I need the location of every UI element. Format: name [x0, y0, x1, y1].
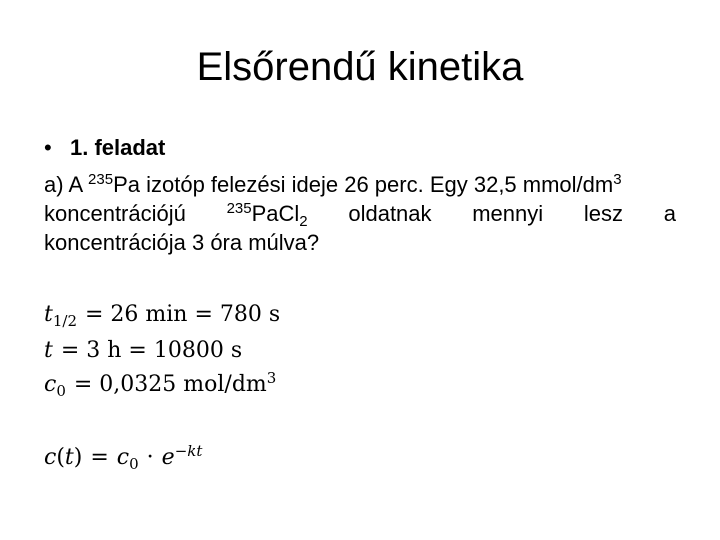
- word-mennyi: mennyi: [472, 201, 544, 226]
- eq4-sub: 0: [129, 455, 139, 473]
- bullet-item: [44, 133, 165, 163]
- eq3-var: c: [44, 372, 57, 397]
- eq4-equals: =: [90, 445, 109, 470]
- word-koncentraciojú: koncentrációjú: [44, 201, 186, 226]
- dm-exponent: 3: [613, 171, 622, 188]
- eq4-dot: ·: [146, 445, 154, 470]
- equation-time: [44, 336, 242, 366]
- equation-initial-concentration: [44, 370, 276, 400]
- eq4-paren-close: ): [73, 445, 83, 470]
- eq2-var: t: [44, 338, 53, 363]
- eq4-e: e: [161, 445, 175, 470]
- eq2-rhs: = 3 h = 10800 s: [60, 338, 243, 363]
- eq4-c: c: [116, 445, 130, 470]
- bullet-marker: •: [44, 135, 52, 160]
- word-a: a: [663, 201, 676, 226]
- word-oldatnak: oldatnak: [348, 201, 432, 226]
- problem-line-3: koncentrációja 3 óra múlva?: [44, 230, 320, 255]
- bullet-label: 1. feladat: [70, 135, 166, 160]
- eq4-exponent: −kt: [174, 442, 203, 460]
- problem-line-2: [44, 199, 676, 228]
- compound-mass-superscript: 235: [226, 200, 252, 217]
- equation-half-life: [44, 300, 280, 330]
- problem-text: [44, 170, 676, 257]
- compound-name: PaCl: [251, 201, 300, 226]
- problem-text-a: a) A: [44, 172, 89, 197]
- word-lesz: lesz: [583, 201, 623, 226]
- eq1-sub: 1/2: [52, 312, 77, 330]
- compound-formula: [227, 199, 308, 228]
- eq1-rhs: = 26 min = 780 s: [84, 302, 281, 327]
- isotope-mass-superscript: 235: [88, 171, 114, 188]
- eq3-rhs: = 0,0325 mol/dm: [73, 372, 267, 397]
- eq1-var: t: [44, 302, 53, 327]
- eq4-arg: t: [64, 445, 74, 470]
- eq3-sub: 0: [56, 382, 66, 400]
- equation-rate-law: [44, 443, 202, 473]
- slide-title: Elsőrendű kinetika: [196, 45, 524, 89]
- eq4-lhs: c: [44, 445, 57, 470]
- eq3-sup: 3: [266, 369, 277, 387]
- eq4-paren-open: (: [56, 445, 65, 470]
- chlorine-subscript: 2: [299, 213, 308, 230]
- problem-text-b: Pa izotóp felezési ideje 26 perc. Egy 32,5 mmol/dm: [113, 172, 614, 197]
- problem-line-1: [44, 170, 676, 199]
